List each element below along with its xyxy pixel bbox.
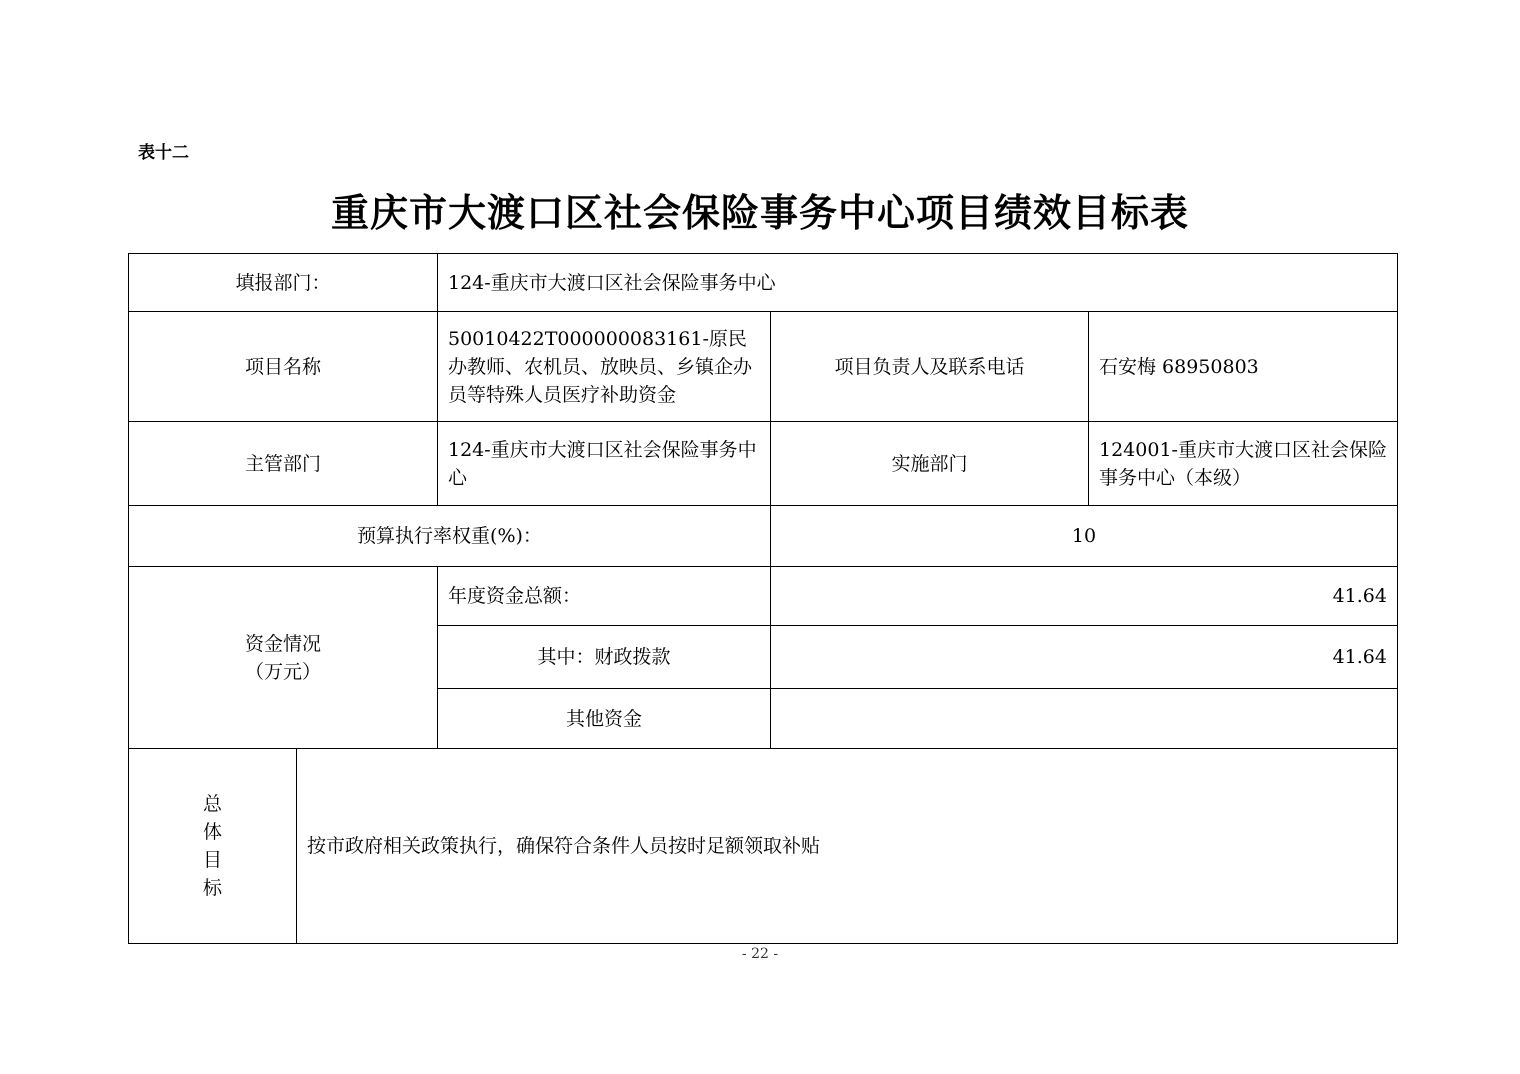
funds-label-line2: （万元） [244,660,321,683]
annual-total-value: 41.64 [770,566,1398,626]
goal-label-char: 总 [202,793,222,815]
page-number: - 22 - [741,946,779,962]
table-label: 表十二 [138,143,189,163]
funds-label-line1: 资金情况 [244,632,321,655]
other-label: 其他资金 [437,688,771,749]
goal-label-char: 体 [202,821,222,843]
budget-weight-value: 10 [770,505,1398,567]
funds-label [128,566,438,749]
fiscal-label: 其中：财政拨款 [437,625,771,689]
competent-dept-label: 主管部门 [128,421,438,506]
page-title: 重庆市大渡口区社会保险事务中心项目绩效目标表 [330,190,1189,235]
goal-value: 按市政府相关政策执行，确保符合条件人员按时足额领取补贴 [296,748,1398,944]
competent-dept-value: 124-重庆市大渡口区社会保险事务中心 [437,421,771,506]
goal-label [128,748,297,944]
goal-label-char: 标 [202,877,222,899]
dept-label: 填报部门： [128,253,438,312]
project-name-value: 50010422T000000083161-原民办教师、农机员、放映员、乡镇企办员等特殊人员医疗补助资金 [437,311,771,422]
budget-weight-label: 预算执行率权重(%)： [128,505,771,567]
other-value [770,688,1398,749]
annual-total-label: 年度资金总额： [437,566,771,626]
fiscal-value: 41.64 [770,625,1398,689]
responsible-value: 石安梅 68950803 [1088,311,1398,422]
dept-value: 124-重庆市大渡口区社会保险事务中心 [437,253,1398,312]
impl-dept-label: 实施部门 [770,421,1089,506]
responsible-label: 项目负责人及联系电话 [770,311,1089,422]
goal-label-char: 目 [202,849,222,871]
project-name-label: 项目名称 [128,311,438,422]
impl-dept-value: 124001-重庆市大渡口区社会保险事务中心（本级） [1088,421,1398,506]
